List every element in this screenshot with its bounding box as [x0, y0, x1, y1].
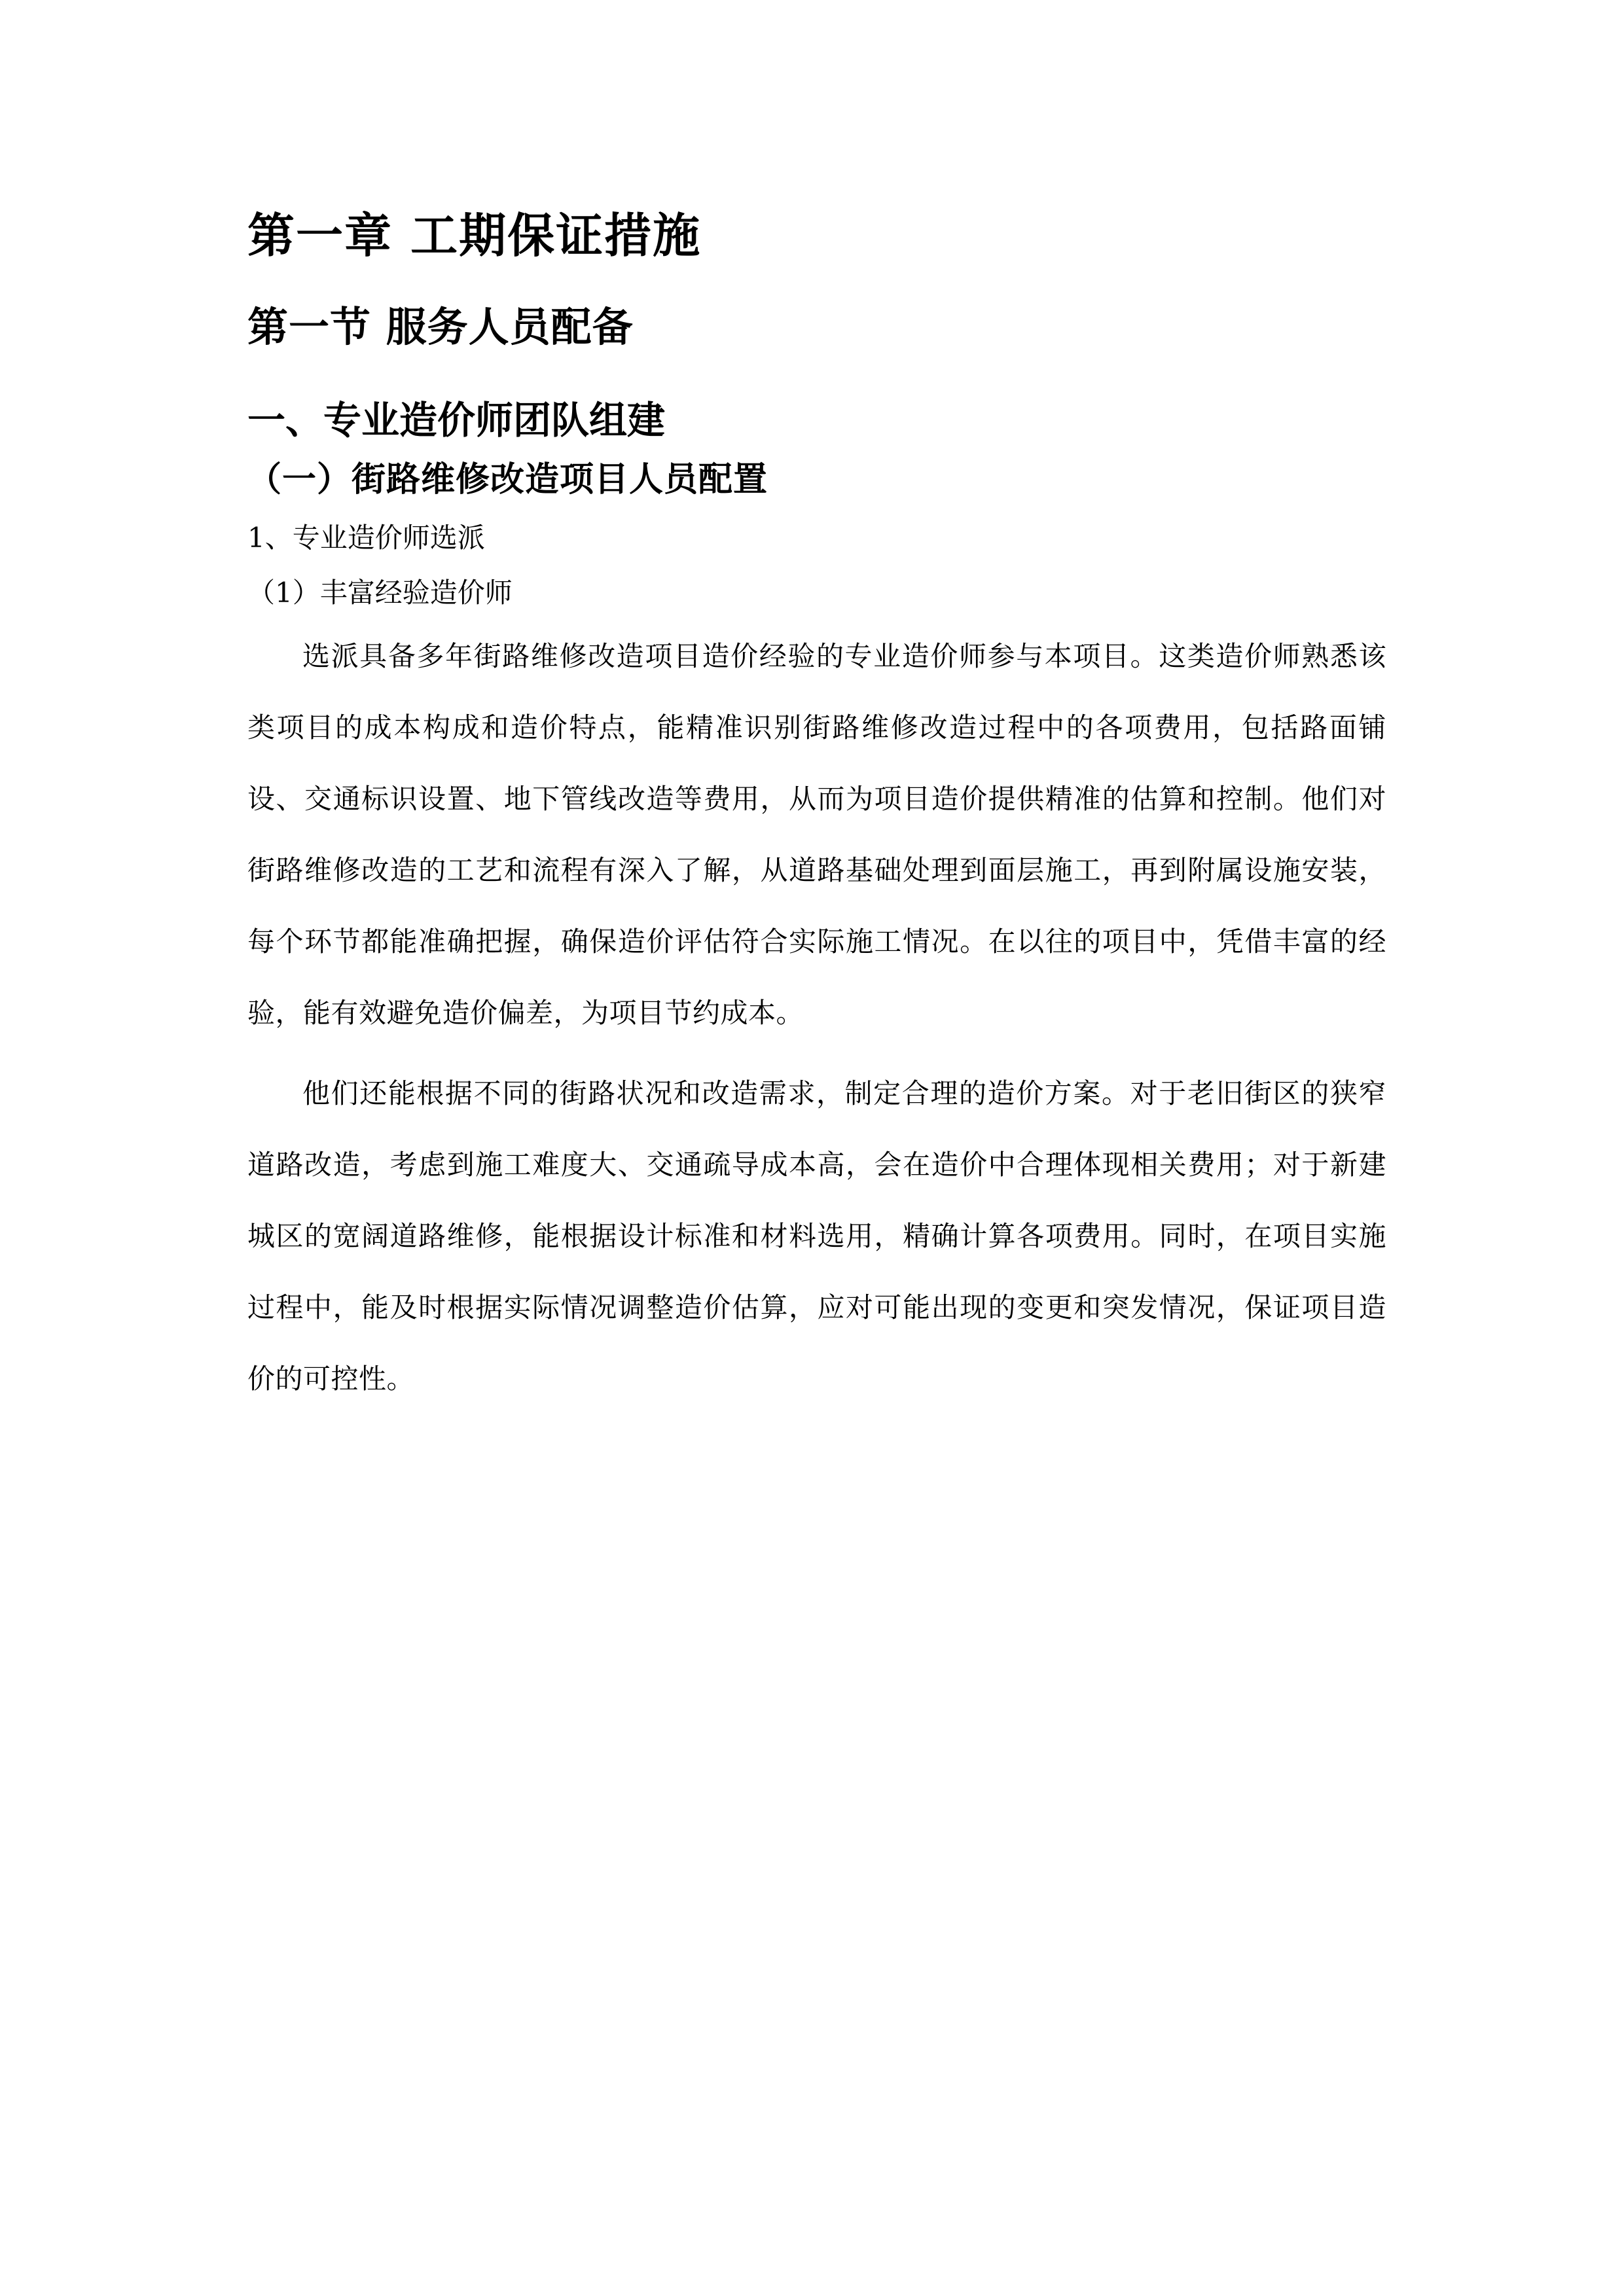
section-title: 第一节 服务人员配备: [247, 303, 634, 351]
body-paragraph: 他们还能根据不同的街路状况和改造需求，制定合理的造价方案。对于老旧街区的狭窄道路改造，考虑到施工难度大、交通疏导成本高，会在造价中合理体现相关费用；对于新建城区的宽阔道路维修，能根据设计标准和材料选用，精确计算各项费用。同时，在项目实施过程中，能及时根据实际情况调整造价估算，应对可能出现的变更和突发情况，保证项目造价的可控性。: [247, 1077, 1386, 1395]
heading-level1: 一、专业造价师团队组建: [247, 398, 666, 442]
body-paragraph: 选派具备多年街路维修改造项目造价经验的专业造价师参与本项目。这类造价师熟悉该类项目的成本构成和造价特点，能精准识别街路维修改造过程中的各项费用，包括路面铺设、交通标识设置、地下管线改造等费用，从而为项目造价提供精准的估算和控制。他们对街路维修改造的工艺和流程有深入了解，从道路基础处理到面层施工，再到附属设施安装，每个环节都能准确把握，确保造价评估符合实际施工情况。在以往的项目中，凭借丰富的经验，能有效避免造价偏差，为项目节约成本。: [247, 640, 1386, 1029]
heading-level3: 1、专业造价师选派: [247, 522, 485, 554]
chapter-title: 第一章 工期保证措施: [247, 207, 702, 263]
heading-level4: （1）丰富经验造价师: [247, 577, 513, 609]
document-body: [247, 196, 1386, 1414]
heading-level2: （一）街路维修改造项目人员配置: [247, 459, 768, 499]
